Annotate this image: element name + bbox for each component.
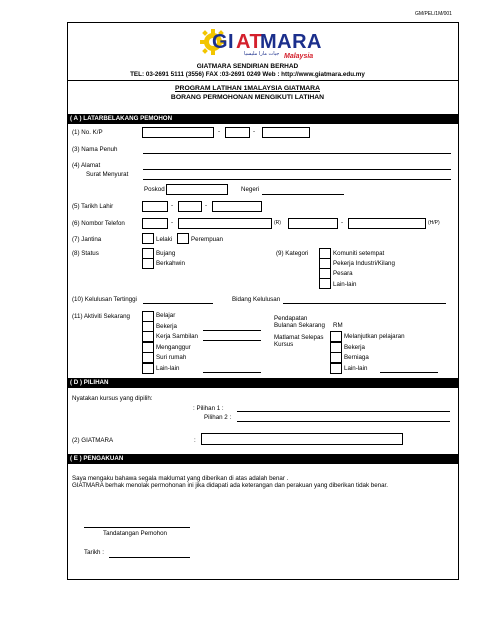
label-bulanan: Bulanan Sekarang [274,322,325,329]
bekerja-line[interactable] [203,330,261,331]
dob-dash: - [171,202,174,209]
label-pilihan2: Pilihan 2 : [204,414,232,421]
dob-month-field[interactable] [178,201,202,212]
dob-year-field[interactable] [212,201,262,212]
org-contact: TEL: 03-2691 5111 (3556) FAX :03-2691 0249 Web : http://www.giatmara.edu.my [130,71,365,78]
logo-text-at: AT [236,31,263,53]
giatmara-field[interactable] [201,433,403,445]
kp-part2-field[interactable] [225,127,250,138]
aktiviti-checkbox[interactable] [142,352,154,363]
label-negeri: Negeri [241,186,260,193]
matlamat-checkbox[interactable] [330,352,342,363]
tel-r-prefix-field[interactable] [142,218,168,229]
pengakuan-line1: Saya mengaku bahawa segala maklumat yang diberikan di atas adalah benar . [72,475,289,482]
label-kategori-option: Komuniti setempat [333,250,385,257]
label-bidang: Bidang Kelulusan [232,296,281,303]
label-pilihan1: : Pilihan 1 : [193,405,224,412]
dob-dash: - [205,202,208,209]
label-matlamat: Matlamat Selepas [274,334,324,341]
section-a-header: ( A ) LATARBELAKANG PEMOHON [67,114,458,124]
label-kategori-option: Pesara [333,270,353,277]
label-jantina: (7) Jantina [72,236,102,243]
pilihan1-line[interactable] [237,411,450,412]
kp-dash: - [253,128,256,135]
label-nama: (3) Nama Penuh [72,146,118,153]
label-berkahwin: Berkahwin [156,260,185,267]
label-tarikh-lahir: (5) Tarikh Lahir [72,203,114,210]
label-poskod: Poskod [144,186,165,193]
label-pendapatan: Pendapatan [274,315,308,322]
label-nyatakan: Nyatakan kursus yang dipilih: [72,395,153,402]
kp-dash: - [218,128,221,135]
section-d-header: ( D ) PILIHAN [67,378,458,388]
colon-giatmara: : [194,437,196,444]
kelulusan-line[interactable] [143,303,213,304]
label-matlamat-option: Bekerja [344,344,365,351]
perempuan-checkbox[interactable] [177,233,189,244]
section-e-header: ( E ) PENGAKUAN [67,454,458,464]
tel-dash: - [341,219,344,226]
label-tarikh: Tarikh : [84,549,104,556]
label-aktiviti: (11) Aktiviti Sekarang [72,313,131,320]
label-matlamat-option: Melanjutkan pelajaran [344,333,405,340]
bidang-line[interactable] [283,303,446,304]
label-aktiviti-option: Suri rumah [156,354,187,361]
tel-hp-number-field[interactable] [348,218,426,229]
poskod-field[interactable] [166,184,228,195]
label-matlamat-option: Berniaga [344,354,369,361]
label-perempuan: Perempuan [191,236,223,243]
alamat-line-1[interactable] [143,169,451,170]
matlamat-checkbox[interactable] [330,331,342,342]
matlamat-lain-line[interactable] [380,372,438,373]
label-signature: Tandatangan Pemohon [103,530,167,537]
tarikh-line[interactable] [109,557,190,558]
form-title: BORANG PERMOHONAN MENGIKUTI LATIHAN [170,94,325,101]
org-name: GIATMARA SENDIRIAN BERHAD [196,63,299,70]
pilihan2-line[interactable] [237,421,450,422]
logo-text-gi: GI [212,31,235,53]
kerja-sambilan-line[interactable] [203,340,261,341]
logo-text-mara: MARA [260,31,322,53]
alamat-line-2[interactable] [143,179,451,180]
label-surat: Surat Menyurat [86,171,129,178]
pengakuan-line2: GIATMARA berhak menolak permohonan ini jika didapati ada keterangan dan perakuan yang diberikan tidak benar. [72,482,388,489]
negeri-line[interactable] [262,194,344,195]
label-aktiviti-option: Lain-lain [156,365,180,372]
label-tel-hp: (H/P) [428,220,440,226]
label-status: (8) Status [72,250,99,257]
label-kursus: Kursus [274,341,294,348]
label-kategori: (9) Kategori [276,250,309,257]
label-kategori-option: Lain-lain [333,281,357,288]
label-alamat: (4) Alamat [72,162,101,169]
kp-part3-field[interactable] [262,127,310,138]
nama-line[interactable] [143,153,451,154]
label-no-kp: (1) No. K/P [72,129,103,136]
label-tel-r: (R) [274,220,281,226]
berkahwin-checkbox[interactable] [142,258,154,269]
label-kategori-option: Pekerja Industri/Kilang [333,260,395,267]
label-rm: RM [333,322,343,329]
label-kelulusan: (10) Kelulusan Tertinggi [72,296,137,303]
signature-line[interactable] [84,527,190,528]
matlamat-checkbox[interactable] [330,363,342,374]
label-telefon: (6) Nombor Telefon [72,220,125,227]
dob-day-field[interactable] [142,201,168,212]
document-code: GM/PEL/1M/001 [415,11,452,17]
logo-tagline: Malaysia [284,53,314,60]
lelaki-checkbox[interactable] [142,233,154,244]
tel-r-number-field[interactable] [178,218,272,229]
label-bujang: Bujang [156,250,176,257]
logo-jawi: جيات مارا مليسيا [244,51,280,57]
program-title: PROGRAM LATIHAN 1MALAYSIA GIATMARA [175,85,320,92]
aktiviti-lain-line[interactable] [203,372,261,373]
label-lelaki: Lelaki [156,236,173,243]
kategori-checkbox[interactable] [319,278,331,289]
label-aktiviti-option: Belajar [156,312,176,319]
tel-hp-prefix-field[interactable] [288,218,338,229]
label-aktiviti-option: Kerja Sambilan [156,333,198,340]
header-divider [67,80,458,81]
label-giatmara: (2) GIATMARA [72,437,114,444]
label-aktiviti-option: Menganggur [156,344,191,351]
kp-part1-field[interactable] [142,127,214,138]
label-aktiviti-option: Bekerja [156,323,177,330]
aktiviti-checkbox[interactable] [142,363,154,374]
label-matlamat-option: Lain-lain [344,365,368,372]
aktiviti-checkbox[interactable] [142,331,154,342]
tel-dash: - [171,219,174,226]
